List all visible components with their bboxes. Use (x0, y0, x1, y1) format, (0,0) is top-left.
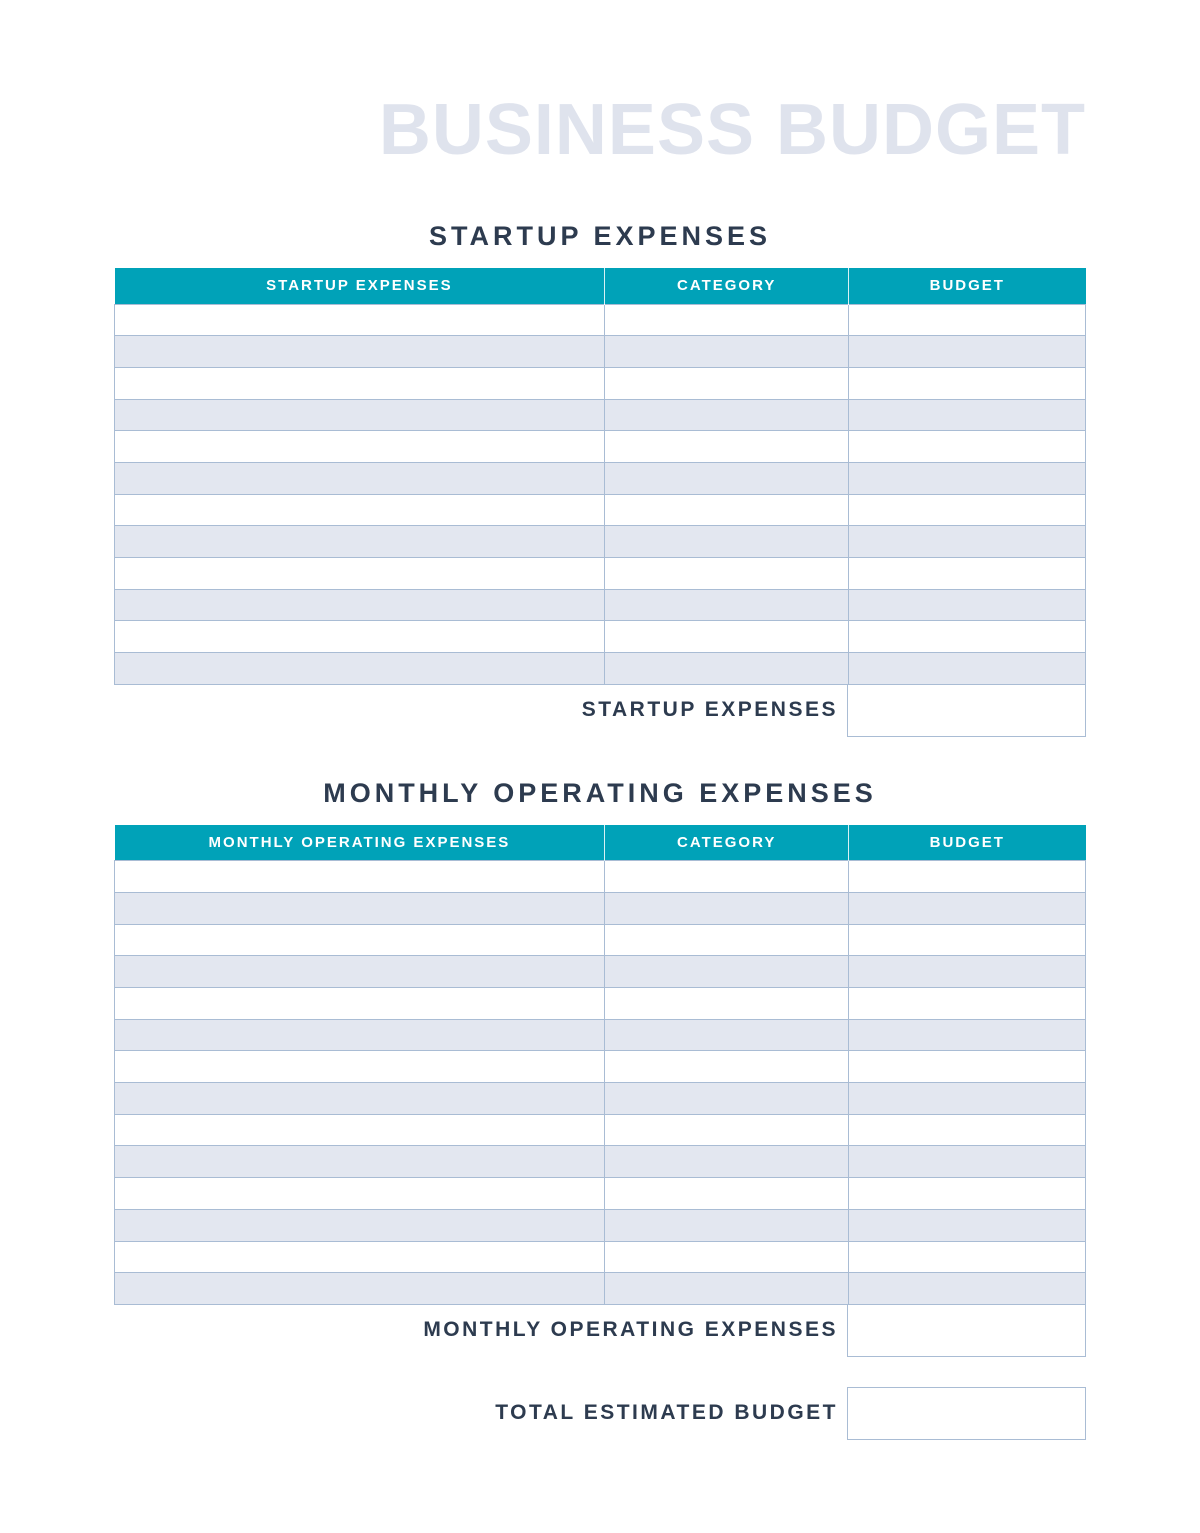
budget-cell[interactable] (849, 653, 1086, 685)
category-cell[interactable] (605, 1241, 849, 1273)
budget-cell[interactable] (849, 367, 1086, 399)
budget-cell[interactable] (849, 924, 1086, 956)
expense-item-cell[interactable] (115, 1209, 605, 1241)
grand-total-value-box[interactable] (847, 1387, 1086, 1440)
budget-cell[interactable] (849, 494, 1086, 526)
table-row (115, 1146, 1086, 1178)
expense-item-cell[interactable] (115, 1146, 605, 1178)
budget-cell[interactable] (849, 1241, 1086, 1273)
budget-cell[interactable] (849, 462, 1086, 494)
monthly-total-value-box[interactable] (847, 1304, 1086, 1357)
budget-cell[interactable] (849, 621, 1086, 653)
monthly-total-label: MONTHLY OPERATING EXPENSES (423, 1318, 838, 1342)
table-row (115, 1178, 1086, 1210)
monthly-total-row (114, 1304, 1086, 1357)
expense-item-cell[interactable] (115, 589, 605, 621)
category-cell[interactable] (605, 494, 849, 526)
startup-section-heading: STARTUP EXPENSES (428, 221, 772, 251)
budget-cell[interactable] (849, 1209, 1086, 1241)
table-row (115, 526, 1086, 558)
table-row (115, 1051, 1086, 1083)
budget-cell[interactable] (849, 589, 1086, 621)
budget-cell[interactable] (849, 526, 1086, 558)
budget-cell[interactable] (849, 558, 1086, 590)
category-cell[interactable] (605, 1273, 849, 1305)
expense-item-cell[interactable] (115, 988, 605, 1020)
column-header-category: CATEGORY (605, 268, 849, 304)
monthly-section-heading: MONTHLY OPERATING EXPENSES (323, 777, 877, 808)
table-row (115, 367, 1086, 399)
title-area (114, 0, 1086, 170)
monthly-operating-expenses-table (114, 825, 1086, 1305)
startup-expenses-table (114, 268, 1086, 685)
table-row (115, 304, 1086, 336)
table-row (115, 431, 1086, 463)
expense-item-cell[interactable] (115, 462, 605, 494)
expense-item-cell[interactable] (115, 367, 605, 399)
table-row (115, 494, 1086, 526)
column-header-budget: BUDGET (849, 268, 1086, 304)
column-header-monthly-operating-expenses: MONTHLY OPERATING EXPENSES (115, 825, 605, 861)
budget-cell[interactable] (849, 861, 1086, 893)
budget-cell[interactable] (849, 892, 1086, 924)
table-row (115, 1114, 1086, 1146)
budget-cell[interactable] (849, 304, 1086, 336)
category-cell[interactable] (605, 924, 849, 956)
budget-cell[interactable] (849, 1114, 1086, 1146)
table-row (115, 462, 1086, 494)
category-cell[interactable] (605, 956, 849, 988)
category-cell[interactable] (605, 653, 849, 685)
expense-item-cell[interactable] (115, 494, 605, 526)
category-cell[interactable] (605, 988, 849, 1020)
expense-item-cell[interactable] (115, 653, 605, 685)
table-row (115, 1209, 1086, 1241)
budget-cell[interactable] (849, 956, 1086, 988)
expense-item-cell[interactable] (115, 1019, 605, 1051)
category-cell[interactable] (605, 304, 849, 336)
category-cell[interactable] (605, 367, 849, 399)
category-cell[interactable] (605, 589, 849, 621)
category-cell[interactable] (605, 1146, 849, 1178)
category-cell[interactable] (605, 399, 849, 431)
table-row (115, 653, 1086, 685)
startup-total-value-box[interactable] (847, 684, 1086, 737)
table-row (115, 956, 1086, 988)
page-title: BUSINESS BUDGET (378, 90, 1086, 170)
expense-item-cell[interactable] (115, 892, 605, 924)
category-cell[interactable] (605, 861, 849, 893)
table-row (115, 589, 1086, 621)
budget-cell[interactable] (849, 1019, 1086, 1051)
grand-total-row (114, 1387, 1086, 1440)
category-cell[interactable] (605, 1114, 849, 1146)
column-header-startup-expenses: STARTUP EXPENSES (115, 268, 605, 304)
expense-item-cell[interactable] (115, 399, 605, 431)
table-row (115, 399, 1086, 431)
expense-item-cell[interactable] (115, 924, 605, 956)
budget-cell[interactable] (849, 1146, 1086, 1178)
budget-cell[interactable] (849, 1273, 1086, 1305)
startup-total-label: STARTUP EXPENSES (581, 698, 838, 722)
category-cell[interactable] (605, 1209, 849, 1241)
expense-item-cell[interactable] (115, 336, 605, 368)
expense-item-cell[interactable] (115, 621, 605, 653)
column-header-budget: BUDGET (849, 825, 1086, 861)
budget-cell[interactable] (849, 336, 1086, 368)
budget-cell[interactable] (849, 1178, 1086, 1210)
table-row (115, 988, 1086, 1020)
expense-item-cell[interactable] (115, 1241, 605, 1273)
table-row (115, 621, 1086, 653)
table-row (115, 892, 1086, 924)
expense-item-cell[interactable] (115, 956, 605, 988)
category-cell[interactable] (605, 621, 849, 653)
category-cell[interactable] (605, 1019, 849, 1051)
expense-item-cell[interactable] (115, 304, 605, 336)
table-row (115, 336, 1086, 368)
table-row (115, 1273, 1086, 1305)
budget-cell[interactable] (849, 988, 1086, 1020)
startup-total-row (114, 684, 1086, 737)
expense-item-cell[interactable] (115, 1051, 605, 1083)
expense-item-cell[interactable] (115, 861, 605, 893)
expense-item-cell[interactable] (115, 1273, 605, 1305)
category-cell[interactable] (605, 526, 849, 558)
category-cell[interactable] (605, 1178, 849, 1210)
monthly-table-header-row (115, 825, 1086, 861)
budget-cell[interactable] (849, 399, 1086, 431)
budget-cell[interactable] (849, 1083, 1086, 1115)
expense-item-cell[interactable] (115, 526, 605, 558)
budget-cell[interactable] (849, 431, 1086, 463)
category-cell[interactable] (605, 1051, 849, 1083)
category-cell[interactable] (605, 431, 849, 463)
table-row (115, 924, 1086, 956)
expense-item-cell[interactable] (115, 1114, 605, 1146)
category-cell[interactable] (605, 462, 849, 494)
expense-item-cell[interactable] (115, 1178, 605, 1210)
table-row (115, 861, 1086, 893)
expense-item-cell[interactable] (115, 431, 605, 463)
column-header-category: CATEGORY (605, 825, 849, 861)
category-cell[interactable] (605, 892, 849, 924)
monthly-table-body (115, 861, 1086, 1305)
category-cell[interactable] (605, 336, 849, 368)
startup-table-body (115, 304, 1086, 684)
table-row (115, 1083, 1086, 1115)
table-row (115, 1019, 1086, 1051)
expense-item-cell[interactable] (115, 558, 605, 590)
grand-total-label: TOTAL ESTIMATED BUDGET (495, 1401, 838, 1425)
category-cell[interactable] (605, 558, 849, 590)
table-row (115, 558, 1086, 590)
expense-item-cell[interactable] (115, 1083, 605, 1115)
table-row (115, 1241, 1086, 1273)
category-cell[interactable] (605, 1083, 849, 1115)
budget-cell[interactable] (849, 1051, 1086, 1083)
startup-table-header-row (115, 268, 1086, 304)
